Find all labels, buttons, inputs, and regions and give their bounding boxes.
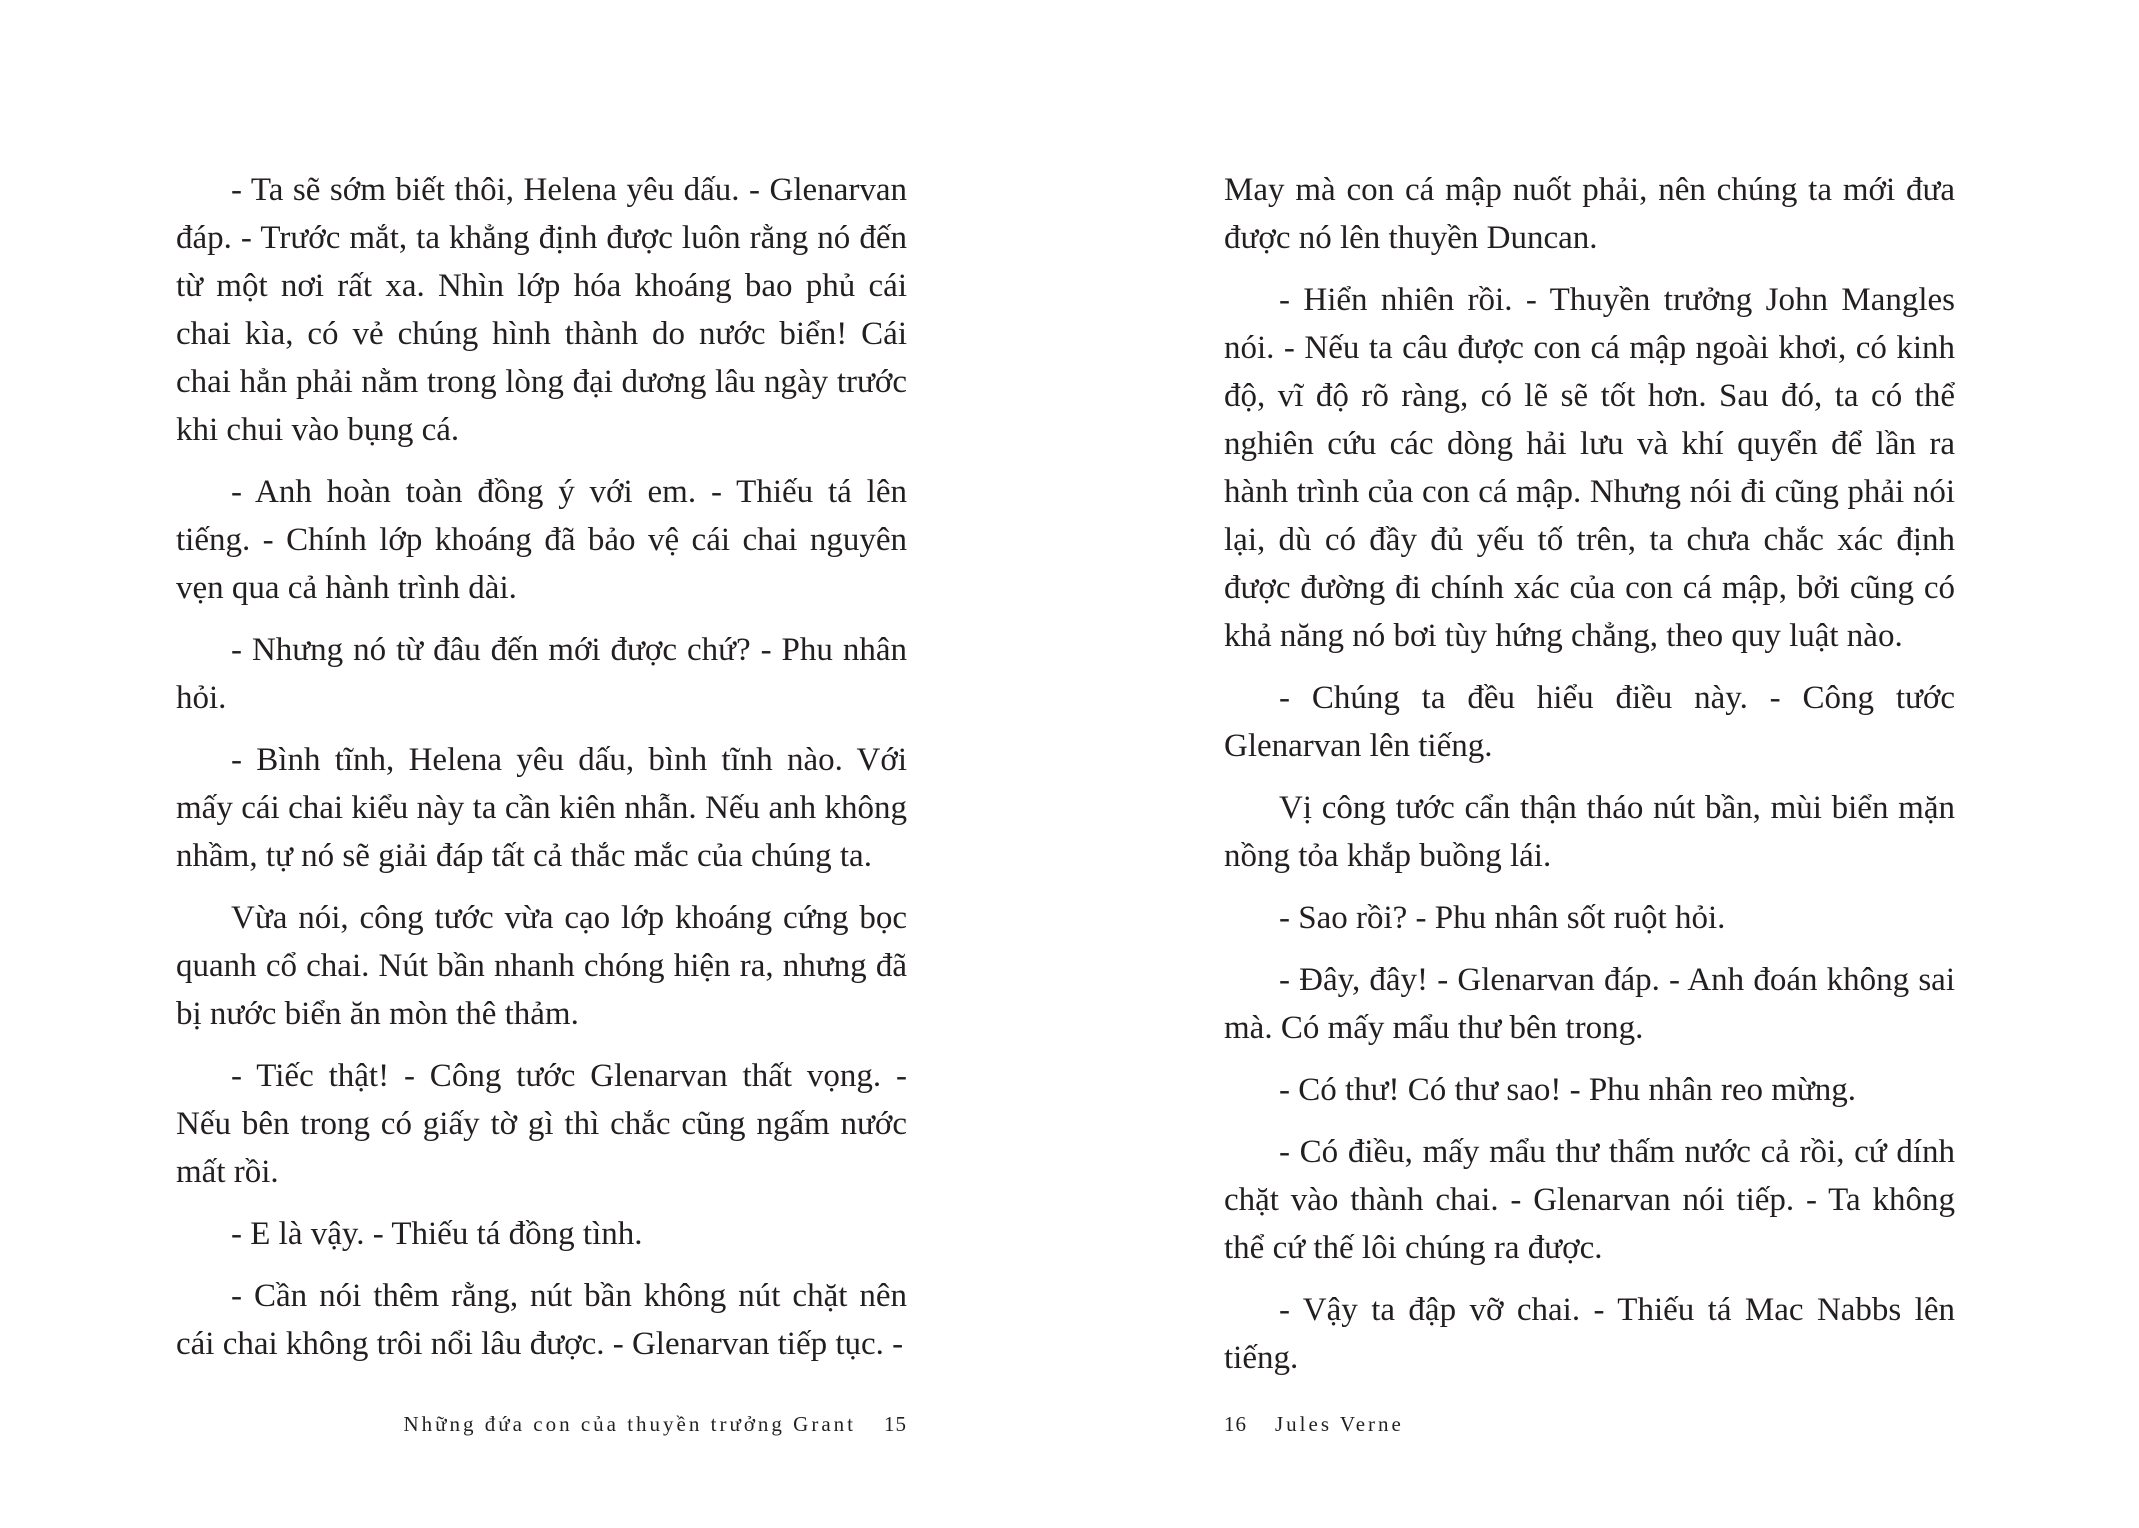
- paragraph: - Tiếc thật! - Công tước Glenarvan thất vọng. - Nếu bên trong có giấy tờ gì thì chắc cũng ngấm nước mất rồi.: [176, 1058, 907, 1190]
- paragraph: - Nhưng nó từ đâu đến mới được chứ? - Phu nhân hỏi.: [176, 632, 907, 716]
- paragraph: - E là vậy. - Thiếu tá đồng tình.: [231, 1216, 643, 1252]
- paragraph: - Ta sẽ sớm biết thôi, Helena yêu dấu. - Glenarvan đáp. - Trước mắt, ta khẳng định được luôn rằng nó đến từ một nơi rất xa. Nhìn lớp hóa khoáng bao phủ cái chai kìa, có vẻ chúng hình thành do nước biển! Cái chai hẳn phải nằm trong lòng đại dương lâu ngày trước khi chui vào bụng cá.: [176, 172, 907, 448]
- paragraph: - Sao rồi? - Phu nhân sốt ruột hỏi.: [1279, 900, 1726, 936]
- paragraph-continuation: May mà con cá mập nuốt phải, nên chúng ta mới đưa được nó lên thuyền Duncan.: [1224, 172, 1955, 256]
- paragraph: Vị công tước cẩn thận tháo nút bần, mùi biển mặn nồng tỏa khắp buồng lái.: [1224, 790, 1955, 874]
- right-page: [1070, 0, 2139, 1528]
- paragraph: - Vậy ta đập vỡ chai. - Thiếu tá Mac Nabbs lên tiếng.: [1224, 1292, 1955, 1376]
- paragraph: Vừa nói, công tước vừa cạo lớp khoáng cứng bọc quanh cổ chai. Nút bần nhanh chóng hiện ra, nhưng đã bị nước biển ăn mòn thê thảm.: [176, 900, 907, 1032]
- right-page-footer: [1224, 1412, 1404, 1437]
- right-page-body: [1224, 166, 1955, 1396]
- left-page-footer: [404, 1412, 908, 1437]
- paragraph: - Cần nói thêm rằng, nút bần không nút chặt nên cái chai không trôi nổi lâu được. - Glenarvan tiếp tục. -: [176, 1278, 907, 1362]
- page-number: 15: [884, 1412, 907, 1436]
- left-page-body: [176, 166, 907, 1382]
- paragraph: - Hiển nhiên rồi. - Thuyền trưởng John Mangles nói. - Nếu ta câu được con cá mập ngoài khơi, có kinh độ, vĩ độ rõ ràng, có lẽ sẽ tốt hơn. Sau đó, ta có thể nghiên cứu các dòng hải lưu và khí quyển để lần ra hành trình của con cá mập. Nhưng nói đi cũng phải nói lại, dù có đầy đủ yếu tố trên, ta chưa chắc xác định được đường đi chính xác của con cá mập, bởi cũng có khả năng nó bơi tùy hứng chẳng, theo quy luật nào.: [1224, 282, 1955, 654]
- running-author: Jules Verne: [1275, 1412, 1404, 1436]
- running-title: Những đứa con của thuyền trưởng Grant: [403, 1412, 856, 1436]
- paragraph: - Chúng ta đều hiểu điều này. - Công tước Glenarvan lên tiếng.: [1224, 680, 1955, 764]
- paragraph: - Bình tĩnh, Helena yêu dấu, bình tĩnh nào. Với mấy cái chai kiểu này ta cần kiên nhẫn. Nếu anh không nhầm, tự nó sẽ giải đáp tất cả thắc mắc của chúng ta.: [176, 742, 907, 874]
- paragraph: - Đây, đây! - Glenarvan đáp. - Anh đoán không sai mà. Có mấy mẩu thư bên trong.: [1224, 962, 1955, 1046]
- paragraph: - Anh hoàn toàn đồng ý với em. - Thiếu tá lên tiếng. - Chính lớp khoáng đã bảo vệ cái chai nguyên vẹn qua cả hành trình dài.: [176, 474, 907, 606]
- page-number: 16: [1224, 1412, 1247, 1436]
- paragraph: - Có điều, mấy mẩu thư thấm nước cả rồi, cứ dính chặt vào thành chai. - Glenarvan nói tiếp. - Ta không thể cứ thế lôi chúng ra được.: [1224, 1134, 1955, 1266]
- paragraph: - Có thư! Có thư sao! - Phu nhân reo mừng.: [1279, 1072, 1857, 1108]
